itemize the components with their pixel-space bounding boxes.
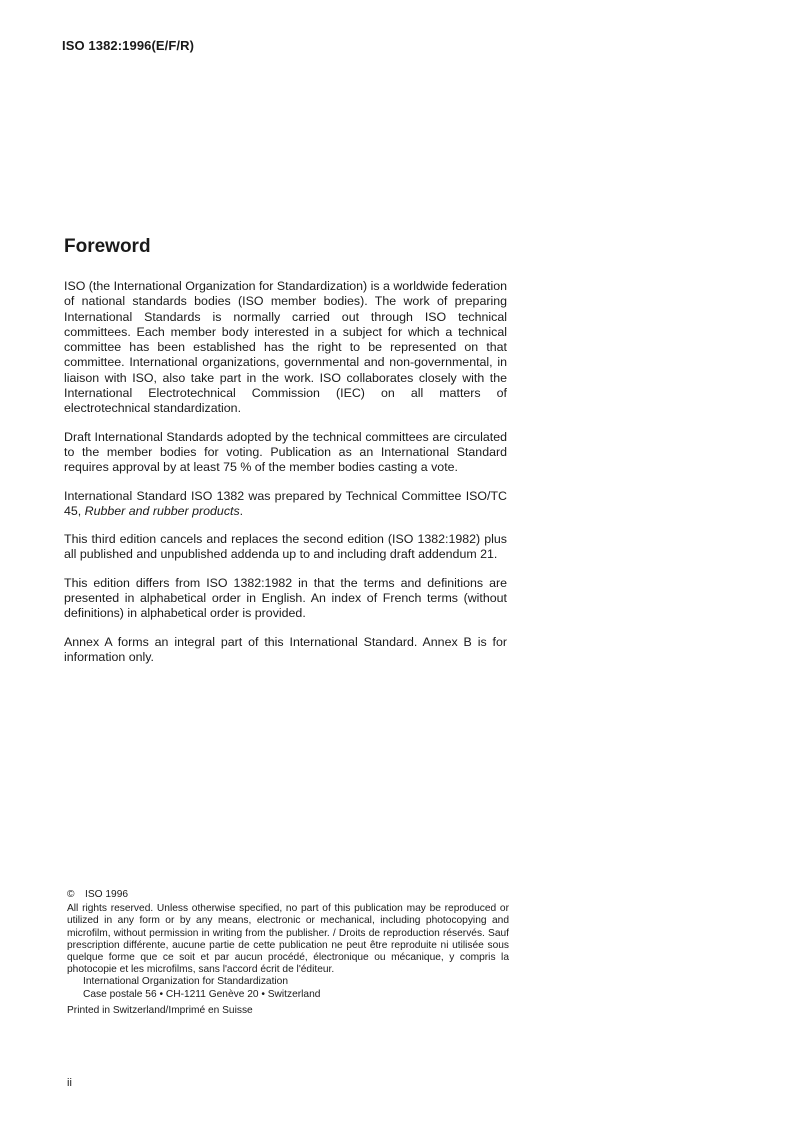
prepared-by-suffix: .: [239, 503, 244, 518]
paragraph-annexes: Annex A forms an integral part of this International Standard. Annex B is for information only.: [64, 634, 507, 664]
document-id: ISO 1382:1996(E/F/R): [62, 38, 195, 53]
paragraph-third-edition: This third edition cancels and replaces the second edition (ISO 1382:1982) plus all published and unpublished addenda up to and including draft addendum 21.: [64, 532, 507, 562]
copyright-notice: [67, 889, 509, 901]
rights-statement: All rights reserved. Unless otherwise specified, no part of this publication may be reproduced or utilized in any form or by any means, electronic or mechanical, including photocopying and microfilm, without permission in writing from the publisher. / Droits de reproduction réservés. Sauf prescription différente, aucune partie de cette publication ne peut être reproduite ni utilisée sous quelque forme que ce soit et par aucun procédé, électronique ou mécanique, y compris la photocopie et les microfilms, sans l'accord écrit de l'éditeur.: [67, 903, 509, 976]
printed-in: Printed in Switzerland/Imprimé en Suisse: [67, 1004, 253, 1016]
foreword-body: [64, 279, 507, 665]
organization-name: International Organization for Standardization: [83, 976, 289, 988]
organization-address: Case postale 56 • CH-1211 Genève 20 • Switzerland: [83, 988, 321, 1000]
committee-title: Rubber and rubber products: [84, 503, 240, 518]
paragraph-draft-standards: Draft International Standards adopted by the technical committees are circulated to the member bodies for voting. Publication as an International Standard requires approval by at least 75 % of the member bodies casting a vote.: [64, 429, 507, 475]
page-number: ii: [67, 1077, 72, 1089]
page-title: Foreword: [64, 236, 151, 257]
paragraph-prepared-by: [64, 489, 507, 520]
prepared-by-prefix: International Standard ISO 1382 was prepared by Technical Committee ISO/TC 45,: [64, 488, 507, 518]
paragraph-iso-intro: ISO (the International Organization for Standardization) is a worldwide federation of national standards bodies (ISO member bodies). The work of preparing International Standards is normally carried out through ISO technical committees. Each member body interested in a subject for which a technical committee has been established has the right to be represented on that committee. International organizations, governmental and non-governmental, in liaison with ISO, also take part in the work. ISO collaborates closely with the International Electrotechnical Commission (IEC) on all matters of electrotechnical standardization.: [64, 279, 507, 416]
copyright-block: [67, 889, 509, 1017]
copyright-symbol: ©: [67, 889, 75, 900]
paragraph-edition-differences: This edition differs from ISO 1382:1982 in that the terms and definitions are presented in alphabetical order in English. An index of French terms (without definitions) in alphabetical order is provided.: [64, 575, 507, 621]
copyright-year: ISO 1996: [85, 889, 129, 900]
